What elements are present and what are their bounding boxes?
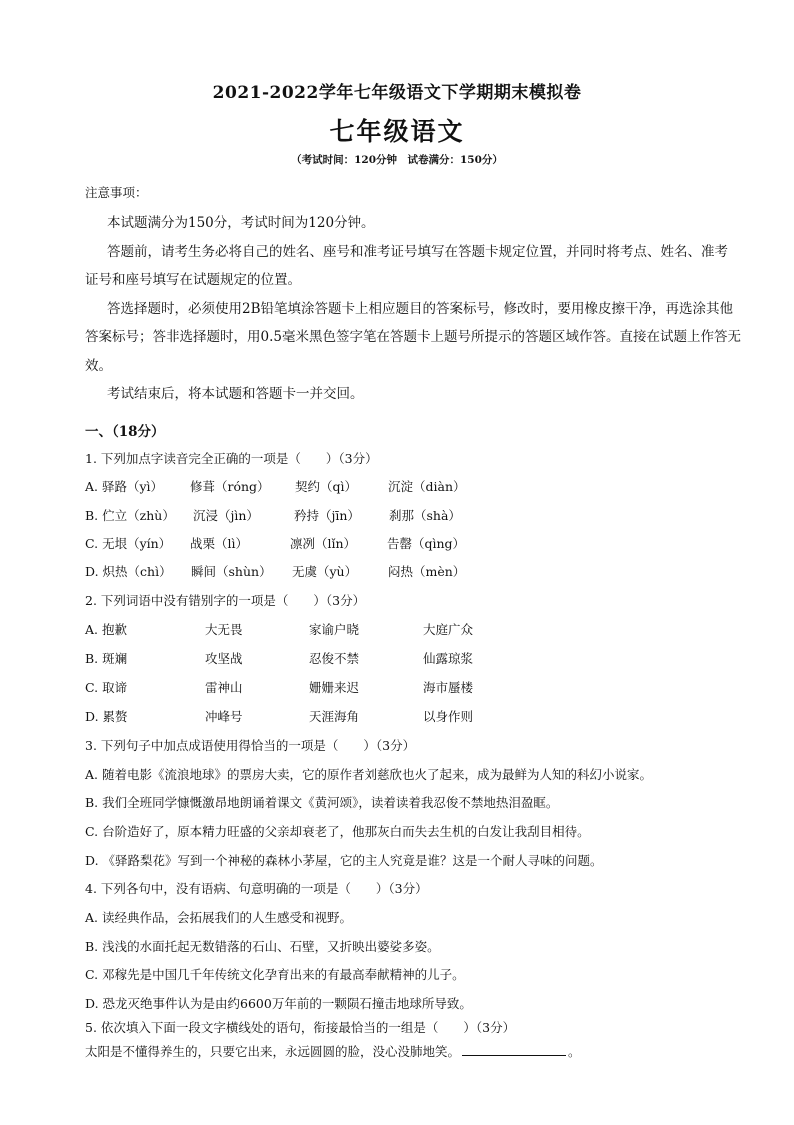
q3-stem: 3. 下列句子中加点成语使用得恰当的一项是（ ）（3分） bbox=[85, 738, 416, 753]
notice-p1: 本试题满分为150分，考试时间为120分钟。 bbox=[107, 215, 375, 231]
option-cell: 刹那（shà） bbox=[389, 508, 461, 523]
notice-heading: 注意事项： bbox=[85, 185, 148, 200]
q3-option-d: D. 《驿路梨花》写到一个神秘的森林小茅屋，它的主人究竟是谁？这是一个耐人寻味的问题。 bbox=[85, 853, 603, 868]
option-cell: 凛冽（lǐn） bbox=[290, 536, 357, 551]
option-cell: 契约（qì） bbox=[295, 479, 357, 494]
notice-p2-line2: 证号和座号填写在试题规定的位置。 bbox=[85, 272, 301, 288]
q3-option-a: A. 随着电影《流浪地球》的票房大卖，它的原作者刘慈欣也火了起来，成为最鲜为人知的科幻小说家。 bbox=[85, 767, 652, 782]
q5-passage-line bbox=[85, 1042, 581, 1060]
option-cell: D. 累赘 bbox=[85, 709, 128, 724]
option-cell: 冲峰号 bbox=[205, 709, 243, 724]
option-cell: 以身作则 bbox=[423, 709, 474, 724]
section-1-heading: 一、（18分） bbox=[85, 424, 165, 440]
option-cell: 瞬间（shùn） bbox=[191, 564, 272, 579]
option-cell: 攻坚战 bbox=[205, 651, 243, 666]
option-cell: 大庭广众 bbox=[423, 622, 474, 637]
option-cell: 无虞（yù） bbox=[292, 564, 358, 579]
option-cell: 天涯海角 bbox=[309, 709, 360, 724]
option-cell: 大无畏 bbox=[205, 622, 243, 637]
q5-stem: 5. 依次填入下面一段文字横线处的语句，衔接最恰当的一组是（ ）（3分） bbox=[85, 1020, 516, 1035]
option-cell: C. 无垠（yín） bbox=[85, 536, 172, 551]
q5-passage: 太阳是不懂得养生的，只要它出来，永远圆圆的脸，没心没肺地笑。 bbox=[85, 1044, 461, 1059]
option-cell: 姗姗来迟 bbox=[309, 680, 360, 695]
option-cell: 战栗（lì） bbox=[190, 536, 248, 551]
q4-option-a: A. 读经典作品，会拓展我们的人生感受和视野。 bbox=[85, 910, 352, 925]
q3-option-b: B. 我们全班同学慷慨激昂地朗诵着课文《黄河颂》，读着读着我忍俊不禁地热泪盈眶。 bbox=[85, 795, 559, 810]
q2-stem: 2. 下列词语中没有错别字的一项是（ ）（3分） bbox=[85, 593, 366, 608]
option-cell: 家谕户晓 bbox=[309, 622, 360, 637]
option-cell: 矜持（jīn） bbox=[294, 508, 360, 523]
option-cell: 修葺（róng） bbox=[190, 479, 270, 494]
q4-stem: 4. 下列各句中，没有语病、句意明确的一项是（ ）（3分） bbox=[85, 881, 428, 896]
exam-title: 2021-2022学年七年级语文下学期期末模拟卷 bbox=[212, 83, 582, 103]
option-cell: B. 伫立（zhù） bbox=[85, 508, 175, 523]
q4-option-c: C. 邓稼先是中国几千年传统文化孕育出来的有最高奉献精神的儿子。 bbox=[85, 967, 465, 982]
option-cell: A. 抱歉 bbox=[85, 622, 127, 637]
option-cell: D. 炽热（chì） bbox=[85, 564, 172, 579]
option-cell: 闷热（mèn） bbox=[388, 564, 466, 579]
notice-p3-line1: 答选择题时，必须使用2B铅笔填涂答题卡上相应题目的答案标号，修改时，要用橡皮擦干净，再选涂其他 bbox=[107, 301, 734, 317]
notice-p3-line3: 效。 bbox=[85, 358, 112, 374]
option-cell: 沉浸（jìn） bbox=[193, 508, 259, 523]
notice-p4: 考试结束后，将本试题和答题卡一并交回。 bbox=[107, 386, 364, 402]
q5-end-mark: 。 bbox=[568, 1044, 581, 1059]
option-cell: 雷神山 bbox=[205, 680, 243, 695]
option-cell: B. 斑斓 bbox=[85, 651, 128, 666]
q4-option-b: B. 浅浅的水面托起无数错落的石山、石壁，又折映出婆娑多姿。 bbox=[85, 939, 440, 954]
q1-stem: 1. 下列加点字读音完全正确的一项是（ ）（3分） bbox=[85, 451, 378, 466]
exam-info: （考试时间：120分钟 试卷满分：150分） bbox=[291, 154, 503, 166]
option-cell: 沉淀（diàn） bbox=[388, 479, 466, 494]
subject-title: 七年级语文 bbox=[329, 117, 465, 146]
notice-p3-line2: 答案标号；答非选择题时，用0.5毫米黑色签字笔在答题卡上题号所提示的答题区域作答。直接在试题上作答无 bbox=[85, 329, 741, 345]
option-cell: C. 取谛 bbox=[85, 680, 128, 695]
q4-option-d: D. 恐龙灭绝事件认为是由约6600万年前的一颗陨石撞击地球所导致。 bbox=[85, 996, 472, 1011]
q3-option-c: C. 台阶造好了，原本精力旺盛的父亲却衰老了，他那灰白而失去生机的白发让我刮目相待。 bbox=[85, 824, 590, 839]
option-cell: 告罄（qìng） bbox=[387, 536, 466, 551]
option-cell: 海市蜃楼 bbox=[423, 680, 474, 695]
option-cell: 忍俊不禁 bbox=[309, 651, 360, 666]
option-cell: 仙露琼浆 bbox=[423, 651, 474, 666]
answer-blank[interactable] bbox=[462, 1043, 566, 1056]
notice-p2-line1: 答题前，请考生务必将自己的姓名、座号和准考证号填写在答题卡规定位置，并同时将考点、姓名、准考 bbox=[107, 244, 728, 260]
option-cell: A. 驿路（yì） bbox=[85, 479, 164, 494]
